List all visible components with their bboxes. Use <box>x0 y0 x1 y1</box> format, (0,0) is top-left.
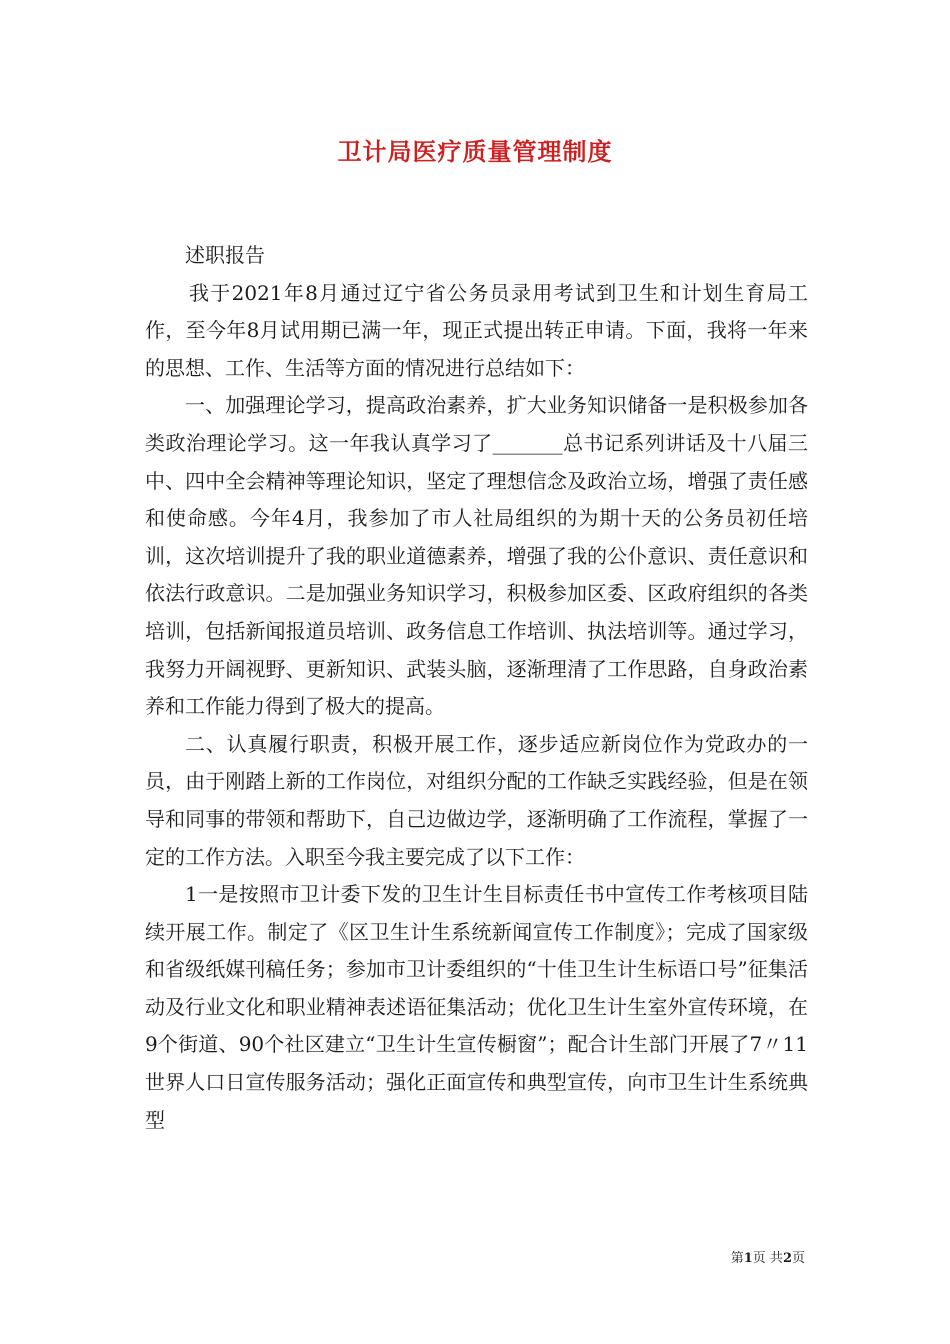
document-title: 卫计局医疗质量管理制度 <box>337 137 613 166</box>
paragraph-item-1: 1一是按照市卫计委下发的卫生计生目标责任书中宣传工作考核项目陆续开展工作。制定了《区卫生计生系统新闻宣传工作制度》；完成了国家级和省级纸媒刊稿任务；参加市卫计委组织的“十佳卫生计生标语口号”征集活动及行业文化和职业精神表述语征集活动；优化卫生计生室外宣传环境，在9个街道、90个社区建立“卫生计生宣传橱窗”；配合计生部门开展了7〃11世界人口日宣传服务活动；强化正面宣传和典型宣传，向市卫生计生系统典型 <box>145 882 808 1132</box>
paragraph-section-1: 一、加强理论学习，提高政治素养，扩大业务知识储备一是积极参加各类政治理论学习。这一年我认真学习了_______总书记系列讲话及十八届三中、四中全会精神等理论知识，坚定了理想信念及政治立场，增强了责任感和使命感。今年4月，我参加了市人社局组织的为期十天的公务员初任培训，这次培训提升了我的职业道德素养，增强了我的公仆意识、责任意识和依法行政意识。二是加强业务知识学习，积极参加区委、区政府组织的各类培训，包括新闻报道员培训、政务信息工作培训、执法培训等。通过学习，我努力开阔视野、更新知识、武装头脑，逐渐理清了工作思路，自身政治素养和工作能力得到了极大的提高。 <box>145 393 808 719</box>
paragraph-intro: 我于2021年8月通过辽宁省公务员录用考试到卫生和计划生育局工作，至今年8月试用期已满一年，现正式提出转正申请。下面，我将一年来的思想、工作、生活等方面的情况进行总结如下： <box>145 280 808 380</box>
section-label: 述职报告 <box>185 243 265 267</box>
total-page-number: 2 <box>782 1251 792 1266</box>
document-body <box>145 237 808 1139</box>
footer-suffix: 页 <box>791 1251 805 1266</box>
footer-prefix: 第 <box>730 1251 744 1266</box>
footer-middle: 页 共 <box>752 1251 783 1266</box>
page-number-footer <box>731 1247 805 1266</box>
current-page-number: 1 <box>743 1251 753 1266</box>
paragraph-section-2: 二、认真履行职责，积极开展工作，逐步适应新岗位作为党政办的一员，由于刚踏上新的工作岗位，对组织分配的工作缺乏实践经验，但是在领导和同事的带领和帮助下，自己边做边学，逐渐明确了工作流程，掌握了一定的工作方法。入职至今我主要完成了以下工作： <box>145 731 808 869</box>
